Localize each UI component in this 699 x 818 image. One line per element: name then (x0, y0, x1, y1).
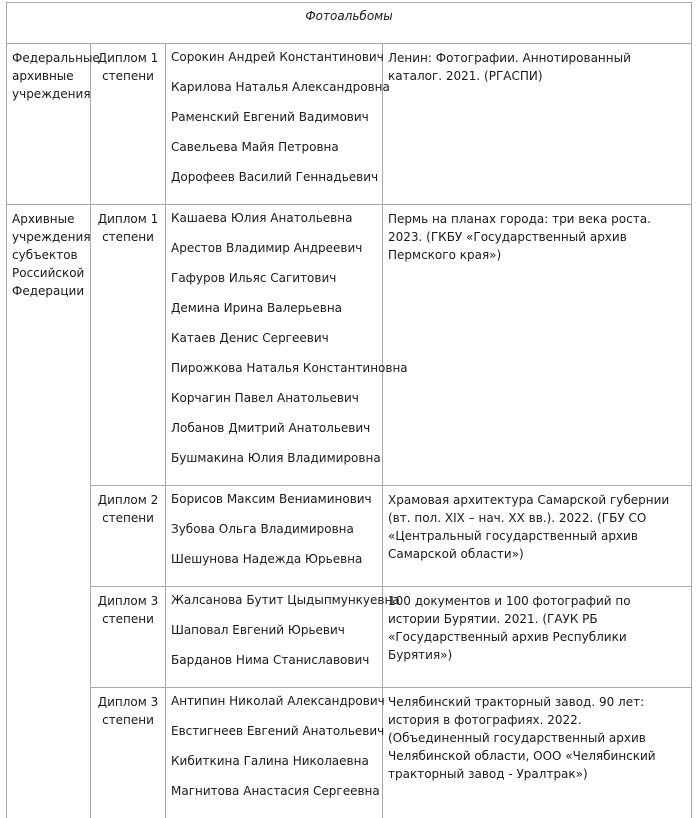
list-item: Шешунова Надежда Юрьевна (171, 552, 363, 566)
list-item: Гафуров Ильяс Сагитович (171, 271, 337, 285)
laureates-list (166, 44, 390, 205)
table-row (7, 587, 692, 688)
list-item: Раменский Евгений Вадимович (171, 110, 369, 124)
work-title: 100 документов и 100 фотографий по истории Бурятии. 2021. (ГАУК РБ «Государственный архив Республики Бурятия») (383, 587, 692, 688)
list-item: Арестов Владимир Андреевич (171, 241, 363, 255)
list-item: Жалсанова Бутит Цыдыпмункуевна (171, 593, 400, 607)
list-item: Дорофеев Василий Геннадьевич (171, 170, 379, 184)
list-item: Катаев Денис Сергеевич (171, 331, 329, 345)
list-item: Пирожкова Наталья Константиновна (171, 361, 408, 375)
list-item: Сорокин Андрей Константинович (171, 50, 384, 64)
list-item: Антипин Николай Александрович (171, 694, 385, 708)
work-title: Челябинский тракторный завод. 90 лет: история в фотографиях. 2022. (Объединенный государственный архив Челябинской области, ООО «Челябинский тракторный завод - Уралтрак») (383, 688, 692, 818)
list-item: Бушмакина Юлия Владимировна (171, 451, 381, 465)
list-item: Корчагин Павел Анатольевич (171, 391, 359, 405)
table-row (7, 205, 692, 486)
category-regional: Архивные учреждения субъектов Российской Федерации (7, 205, 91, 818)
diploma-label: Диплом 1 степени (91, 44, 166, 205)
laureates-list (166, 688, 383, 818)
awards-table (6, 2, 692, 818)
laureates-list (166, 587, 400, 688)
list-item: Евстигнеев Евгений Анатольевич (171, 724, 385, 738)
section-title: Фотоальбомы (7, 3, 692, 44)
work-title: Ленин: Фотографии. Аннотированный каталог. 2021. (РГАСПИ) (383, 44, 692, 205)
list-item: Кашаева Юлия Анатольевна (171, 211, 353, 225)
category-federal: Федеральные архивные учреждения (7, 44, 91, 205)
work-title: Пермь на планах города: три века роста. 2023. (ГКБУ «Государственный архив Пермского края») (383, 205, 692, 486)
list-item: Демина Ирина Валерьевна (171, 301, 343, 315)
laureates-list (166, 486, 383, 587)
diploma-label: Диплом 3 степени (91, 587, 166, 688)
diploma-label: Диплом 3 степени (91, 688, 166, 818)
list-item: Шаповал Евгений Юрьевич (171, 623, 345, 637)
work-title: Храмовая архитектура Самарской губернии (вт. пол. XIX – нач. XX вв.). 2022. (ГБУ СО «Центральный государственный архив Самарской области») (383, 486, 692, 587)
table-row (7, 486, 692, 587)
diploma-label: Диплом 1 степени (91, 205, 166, 486)
table-row (7, 44, 692, 205)
list-item: Савельева Майя Петровна (171, 140, 339, 154)
section-header-row (7, 3, 692, 44)
list-item: Магнитова Анастасия Сергеевна (171, 784, 380, 798)
list-item: Барданов Нима Станиславович (171, 653, 370, 667)
list-item: Кибиткина Галина Николаевна (171, 754, 369, 768)
table-row (7, 688, 692, 818)
list-item: Борисов Максим Вениаминович (171, 492, 372, 506)
list-item: Зубова Ольга Владимировна (171, 522, 354, 536)
diploma-label: Диплом 2 степени (91, 486, 166, 587)
list-item: Лобанов Дмитрий Анатольевич (171, 421, 371, 435)
list-item: Карилова Наталья Александровна (171, 80, 390, 94)
laureates-list (166, 205, 408, 486)
